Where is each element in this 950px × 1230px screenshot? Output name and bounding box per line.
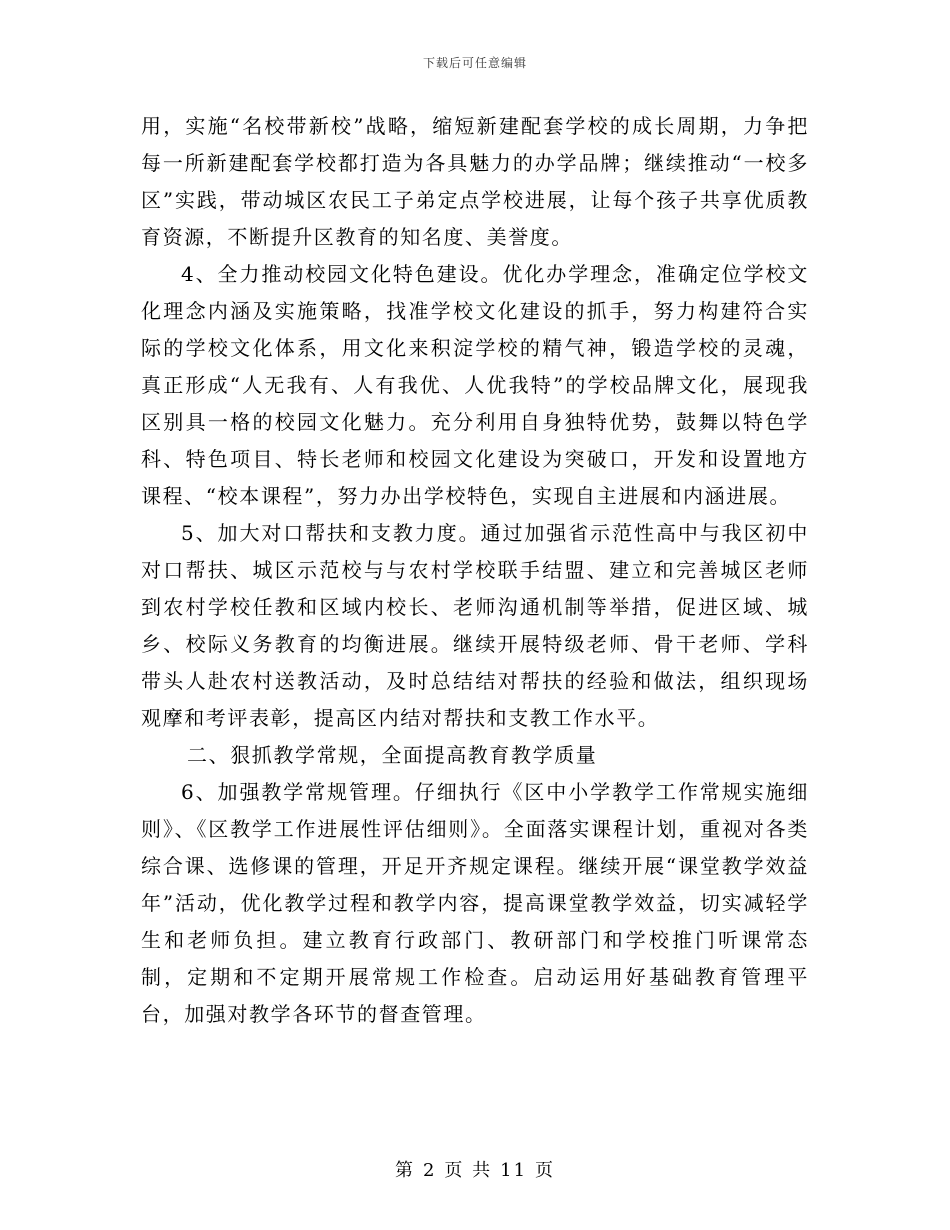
paragraph-continuation: 用，实施“名校带新校”战略，缩短新建配套学校的成长周期，力争把每一所新建配套学校都打造为各具魅力的办学品牌；继续推动“一校多区”实践，带动城区农民工子弟定点学校进展，让每个孩子共享优质教育资源，不断提升区教育的知名度、美誉度。: [141, 114, 809, 249]
page-header-note: 下载后可任意编辑: [422, 56, 527, 70]
section-heading: 二、狠抓教学常规，全面提高教育教学质量: [187, 743, 598, 767]
total-page-count: 11: [500, 1160, 528, 1181]
paragraph-item-4: 4、全力推动校园文化特色建设。优化办学理念，准确定位学校文化理念内涵及实施策略，找准学校文化建设的抓手，努力构建符合实际的学校文化体系，用文化来积淀学校的精气神，锻造学校的灵魂，真正形成“人无我有、人有我优、人优我特”的学校品牌文化，展现我区别具一格的校园文化魅力。充分利用自身独特优势，鼓舞以特色学科、特色项目、特长老师和校园文化建设为突破口，开发和设置地方课程、“校本课程”，努力办出学校特色，实现自主进展和内涵进展。: [141, 262, 809, 508]
footer-prefix: 第: [394, 1160, 415, 1181]
page-footer: [0, 1156, 950, 1182]
document-body: [141, 108, 809, 1033]
paragraph-item-6: 6、加强教学常规管理。仔细执行《区中小学教学工作常规实施细则》、《区教学工作进展性评估细则》。全面落实课程计划，重视对各类综合课、选修课的管理，开足开齐规定课程。继续开展“课堂教学效益年”活动，优化教学过程和教学内容，提高课堂教学效益，切实减轻学生和老师负担。建立教育行政部门、教研部门和学校推门听课常态制，定期和不定期开展常规工作检查。启动运用好基础教育管理平台，加强对教学各环节的督查管理。: [141, 780, 809, 1026]
footer-middle: 页 共: [444, 1160, 493, 1181]
current-page-number: 2: [422, 1160, 437, 1181]
footer-suffix: 页: [535, 1160, 556, 1181]
paragraph-item-5: 5、加大对口帮扶和支教力度。通过加强省示范性高中与我区初中对口帮扶、城区示范校与与农村学校联手结盟、建立和完善城区老师到农村学校任教和区域内校长、老师沟通机制等举措，促进区域、城乡、校际义务教育的均衡进展。继续开展特级老师、骨干老师、学科带头人赴农村送教活动，及时总结结对帮扶的经验和做法，组织现场观摩和考评表彰，提高区内结对帮扶和支教工作水平。: [141, 521, 809, 730]
